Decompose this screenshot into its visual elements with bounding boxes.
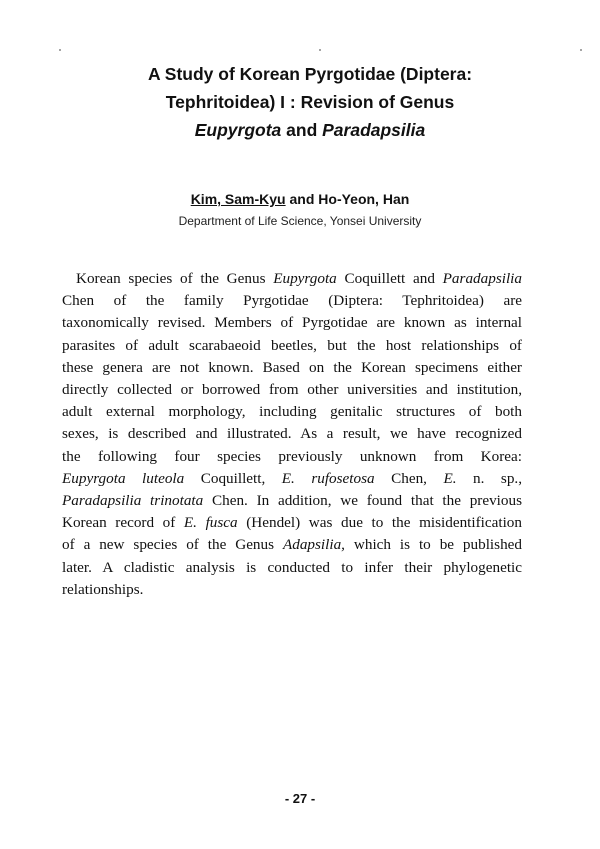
authors [0,191,600,207]
text-run: Chen, [374,469,444,487]
abstract-line: parasites of adult scarabaeoid beetles, but the host relationships of [62,336,522,354]
author-han: and Ho-Yeon, Han [285,191,410,207]
abstract-line [62,490,522,512]
title-and: and [281,120,323,140]
abstract-line: the following four species previously unknown from Korea: [62,447,522,465]
text-run: of a new species of the Genus [62,536,283,554]
title-line-2: Tephritoidea) I : Revision of Genus [165,92,455,112]
abstract-line: Chen of the family Pyrgotidae (Diptera: Tephritoidea) are [62,292,522,310]
abstract-line: adult external morphology, including genitalic structures of both [62,403,522,421]
genus-eupyrgota: Eupyrgota [194,120,282,140]
scan-speck [319,49,321,51]
text-run: Coquillett, [184,469,282,487]
text-run: E. rufosetosa [281,469,375,487]
author-kim: Kim, Sam-Kyu [190,191,286,207]
text-run: Adapsilia, [282,536,345,554]
text-run: Chen. In addition, we found that the previous [203,492,523,510]
text-run: Eupyrgota [273,270,337,287]
abstract-line [62,468,522,490]
abstract-line: directly collected or borrowed from other universities and institution, [62,381,522,399]
title-line-1: A Study of Korean Pyrgotidae (Diptera: [147,64,473,84]
abstract-line: relationships. [62,580,144,598]
abstract-line [62,534,522,556]
abstract-line: taxonomically revised. Members of Pyrgotidae are known as internal [62,314,522,332]
text-run: Paradapsilia [442,270,522,287]
text-run: Paradapsilia trinotata [62,492,204,510]
paper-title [60,60,560,144]
scan-speck [580,49,582,51]
text-run: (Hendel) was due to the misidentification [237,514,522,532]
text-run: Coquillett and [336,270,443,287]
text-run: E. [443,469,457,487]
affiliation: Department of Life Science, Yonsei University [178,214,422,228]
abstract-line: these genera are not known. Based on the Korean specimens either [62,358,522,376]
text-run: which is to be published [344,536,522,554]
text-run: n. sp., [456,469,523,487]
abstract-line [62,512,522,534]
text-run: Eupyrgota luteola [62,469,185,487]
abstract [62,268,522,601]
abstract-line: sexes, is described and illustrated. As a result, we have recognized [62,425,522,443]
text-run: Korean record of [62,514,184,532]
abstract-line: later. A cladistic analysis is conducted to infer their phylogenetic [62,558,522,576]
abstract-line [62,268,522,290]
text-run: E. fusca [183,514,238,532]
text-run: Korean species of the Genus [76,270,274,287]
genus-paradapsilia: Paradapsilia [322,120,426,140]
scan-speck [59,49,61,51]
page-number: - 27 - [284,791,316,806]
title-line-3 [60,116,560,144]
